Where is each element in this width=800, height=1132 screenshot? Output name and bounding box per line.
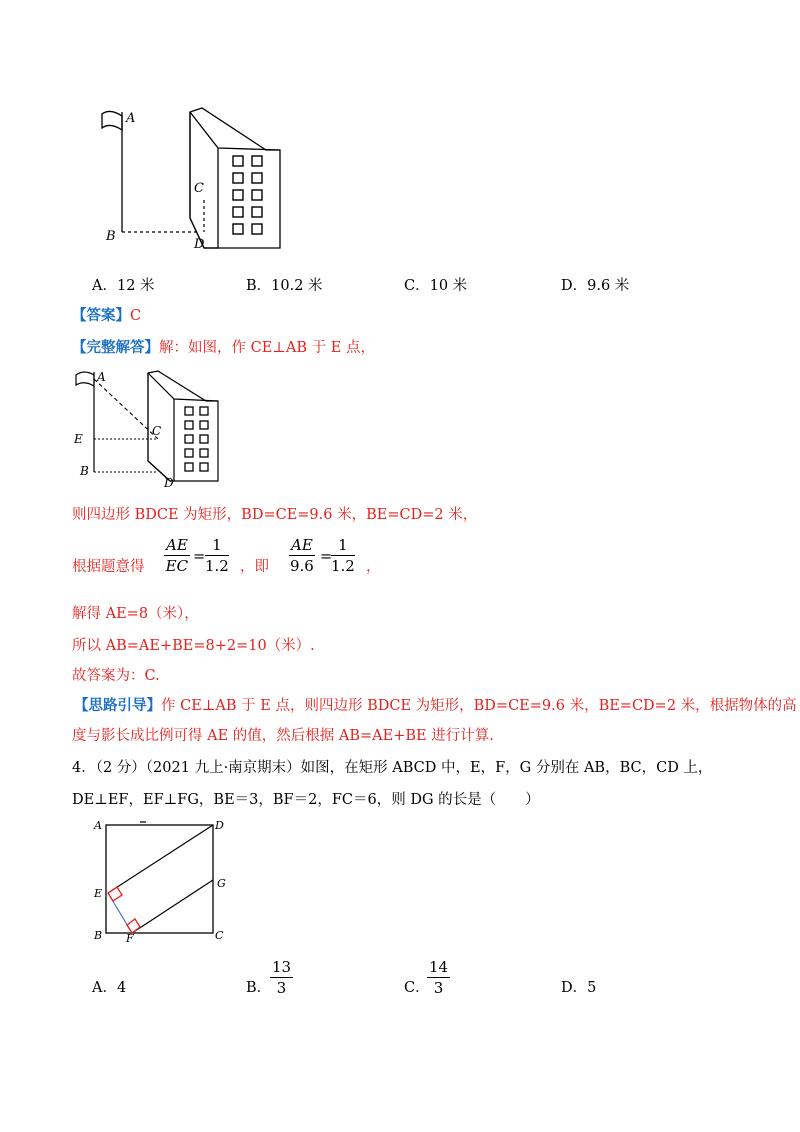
q4-option-c-fraction: $\frac{14}{3}$ (429, 958, 449, 997)
ji-text: ，即 (240, 559, 269, 575)
sol-label-b: B (80, 464, 89, 478)
hint-text-1: 作 CE⊥AB 于 E 点，则四边形 BDCE 为矩形，BD=CE=9.6 米，BE=CD=2 米，根据物体的高 (161, 698, 797, 714)
figure-flagpole-building (90, 100, 290, 260)
label-c: C (194, 181, 204, 196)
sol-label-e: E (74, 432, 83, 446)
solution-intro-line (72, 338, 375, 358)
solution-line4: 所以 AB=AE+BE=8+2=10（米）. (72, 638, 315, 654)
hint-tag: 【思路引导】 (74, 697, 161, 714)
answer-line (72, 306, 141, 326)
sol-label-d: D (164, 476, 174, 490)
q4-option-d: D．5 (561, 980, 597, 996)
q4-line1: 4．（2 分）（2021 九上·南京期末）如图，在矩形 ABCD 中，E，F，G 分别在 AB，BC，CD 上， (72, 760, 713, 776)
fraction-ae-ec: $\frac{AE}{EC}$ (165, 536, 189, 575)
figure-solution-diagram (70, 365, 230, 490)
rect-label-g: G (217, 877, 226, 890)
q4-option-b-prefix: B． (246, 980, 272, 996)
rect-label-c: C (215, 929, 224, 942)
sol-label-a: A (97, 370, 106, 384)
solution-line1: 则四边形 BDCE 为矩形，BD=CE=9.6 米，BE=CD=2 米， (72, 507, 478, 523)
answer-value: C (130, 308, 142, 324)
option-b: B．10.2 米 (246, 278, 323, 294)
solution-tag: 【完整解答】 (72, 339, 159, 356)
solution-line3: 解得 AE=8（米）， (72, 606, 199, 622)
option-d: D．9.6 米 (561, 278, 630, 294)
fraction-1-1.2-a: $\frac{1}{1.2}$ (205, 536, 229, 575)
solution-line2-prefix: 根据题意得 (72, 559, 145, 575)
rect-label-d: D (215, 819, 224, 832)
rect-label-a: A (94, 819, 102, 832)
rect-label-e: E (94, 887, 103, 900)
fraction-ae-9.6: $\frac{AE}{9.6}$ (289, 536, 314, 575)
eq-sign-2: = (320, 549, 333, 565)
solution-line5: 故答案为：C. (72, 668, 160, 684)
label-a: A (126, 111, 136, 126)
q4-option-c-prefix: C． (404, 980, 430, 996)
rect-label-f: F (126, 932, 134, 945)
solution-line2-suffix: ， (366, 559, 381, 575)
option-c: C．10 米 (404, 278, 468, 294)
option-a: A．12 米 (92, 278, 155, 294)
q4-option-b-fraction: $\frac{13}{3}$ (272, 958, 292, 997)
solution-intro: 解：如图，作 CE⊥AB 于 E 点， (159, 340, 375, 356)
label-b: B (106, 229, 116, 244)
hint-line1 (74, 696, 797, 716)
eq-sign-1: = (193, 549, 206, 565)
figure-rectangle-abcd (90, 815, 250, 945)
hint-line2: 度与影长成比例可得 AE 的值，然后根据 AB=AE+BE 进行计算. (72, 728, 494, 744)
answer-tag: 【答案】 (72, 307, 130, 324)
q4-option-a: A．4 (92, 980, 127, 996)
sol-label-c: C (152, 424, 162, 438)
q4-line2: DE⊥EF，EF⊥FG，BE＝3，BF＝2，FC＝6，则 DG 的长是（ ） (72, 792, 540, 808)
rect-label-b: B (94, 929, 103, 942)
label-d: D (194, 237, 205, 252)
fraction-1-1.2-b: $\frac{1}{1.2}$ (331, 536, 355, 575)
